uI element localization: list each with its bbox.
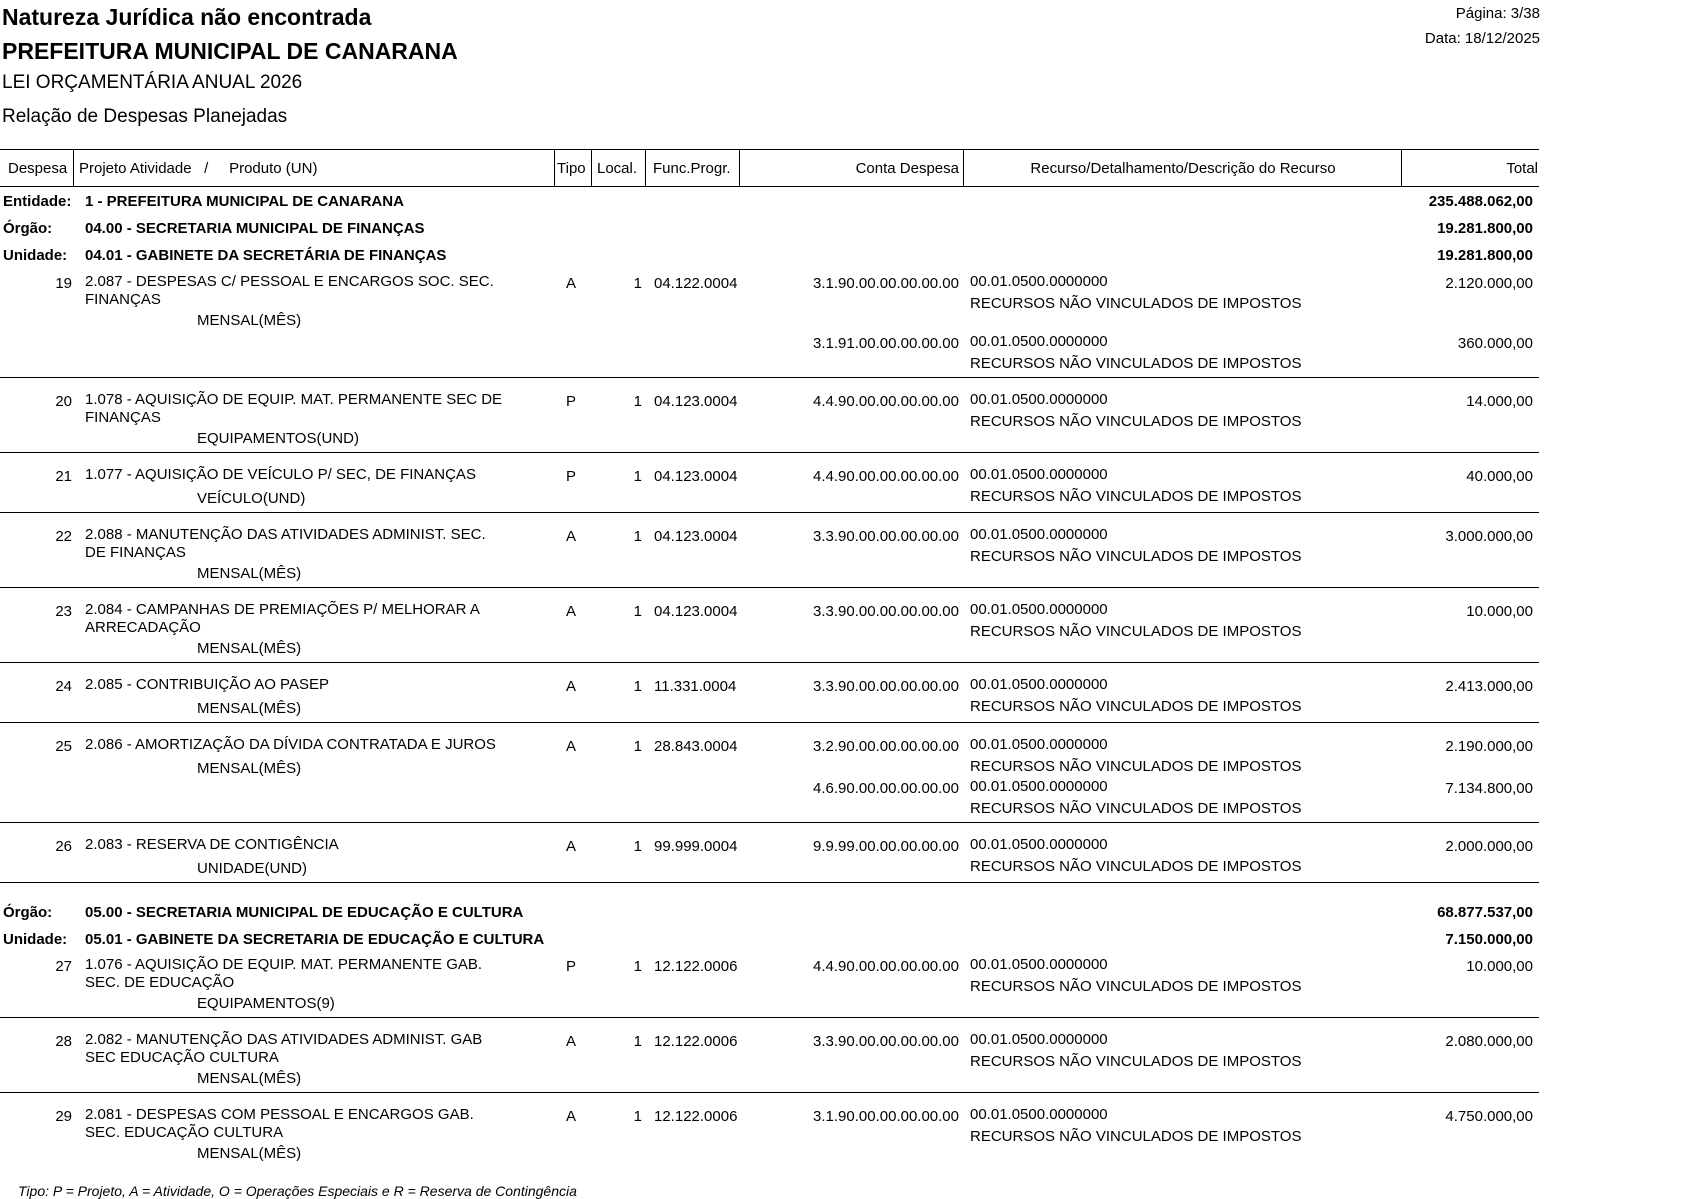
conta-despesa: 4.4.90.00.00.00.00.00	[813, 958, 959, 975]
recurso-description: RECURSOS NÃO VINCULADOS DE IMPOSTOS	[970, 978, 1302, 995]
report-law-title: LEI ORÇAMENTÁRIA ANUAL 2026	[2, 72, 303, 93]
conta-despesa: 3.3.90.00.00.00.00.00	[813, 528, 959, 545]
local-value: 1	[633, 678, 642, 695]
row-separator	[0, 1092, 1539, 1093]
level-label: Órgão:	[3, 904, 53, 921]
recurso-description: RECURSOS NÃO VINCULADOS DE IMPOSTOS	[970, 413, 1302, 430]
project-description: 2.084 - CAMPANHAS DE PREMIAÇÕES P/ MELHORAR A	[85, 601, 480, 618]
recurso-description: RECURSOS NÃO VINCULADOS DE IMPOSTOS	[970, 758, 1302, 775]
recurso-description: RECURSOS NÃO VINCULADOS DE IMPOSTOS	[970, 548, 1302, 565]
project-description-cont: SEC. EDUCAÇÃO CULTURA	[85, 1124, 284, 1141]
project-description-cont: FINANÇAS	[85, 409, 161, 426]
recurso-description: RECURSOS NÃO VINCULADOS DE IMPOSTOS	[970, 623, 1302, 640]
func-progr: 04.123.0004	[654, 603, 738, 620]
line-total: 40.000,00	[1466, 468, 1533, 485]
local-value: 1	[633, 838, 642, 855]
conta-despesa: 4.4.90.00.00.00.00.00	[813, 468, 959, 485]
local-value: 1	[633, 603, 642, 620]
col-header-recurso: Recurso/Detalhamento/Descrição do Recurso	[1030, 160, 1336, 177]
col-divider	[739, 149, 740, 186]
col-divider	[554, 149, 555, 186]
local-value: 1	[633, 1108, 642, 1125]
line-total: 360.000,00	[1457, 335, 1533, 352]
recurso-code: 00.01.0500.0000000	[970, 391, 1108, 408]
expense-number: 19	[55, 275, 72, 292]
row-separator	[0, 662, 1539, 663]
recurso-description: RECURSOS NÃO VINCULADOS DE IMPOSTOS	[970, 858, 1302, 875]
recurso-code: 00.01.0500.0000000	[970, 526, 1108, 543]
tipo-value: P	[566, 958, 577, 975]
level-name: 04.01 - GABINETE DA SECRETÁRIA DE FINANÇAS	[85, 247, 447, 264]
report-subtitle: Natureza Jurídica não encontrada	[2, 4, 372, 30]
footer-legend: Tipo: P = Projeto, A = Atividade, O = Operações Especiais e R = Reserva de Contingência	[18, 1183, 577, 1199]
project-description: 1.076 - AQUISIÇÃO DE EQUIP. MAT. PERMANENTE GAB.	[85, 956, 483, 973]
project-description: 1.077 - AQUISIÇÃO DE VEÍCULO P/ SEC, DE FINANÇAS	[85, 466, 476, 483]
project-description-cont: FINANÇAS	[85, 291, 161, 308]
row-separator	[0, 882, 1539, 883]
conta-despesa: 3.3.90.00.00.00.00.00	[813, 1033, 959, 1050]
level-name: 05.01 - GABINETE DA SECRETARIA DE EDUCAÇÃO E CULTURA	[85, 931, 545, 948]
report-entity-title: PREFEITURA MUNICIPAL DE CANARANA	[2, 38, 458, 64]
func-progr: 12.122.0006	[654, 958, 738, 975]
project-description: 2.087 - DESPESAS C/ PESSOAL E ENCARGOS SOC. SEC.	[85, 273, 494, 290]
expense-number: 25	[55, 738, 72, 755]
recurso-code: 00.01.0500.0000000	[970, 273, 1108, 290]
func-progr: 04.123.0004	[654, 528, 738, 545]
level-total: 68.877.537,00	[1437, 904, 1533, 921]
product-unit: EQUIPAMENTOS(UND)	[197, 430, 359, 447]
product-unit: MENSAL(MÊS)	[197, 700, 302, 717]
expense-number: 21	[55, 468, 72, 485]
line-total: 14.000,00	[1466, 393, 1533, 410]
conta-despesa: 4.4.90.00.00.00.00.00	[813, 393, 959, 410]
product-unit: MENSAL(MÊS)	[197, 565, 302, 582]
recurso-description: RECURSOS NÃO VINCULADOS DE IMPOSTOS	[970, 1053, 1302, 1070]
recurso-code: 00.01.0500.0000000	[970, 676, 1108, 693]
level-label: Órgão:	[3, 220, 53, 237]
func-progr: 12.122.0006	[654, 1033, 738, 1050]
recurso-description: RECURSOS NÃO VINCULADOS DE IMPOSTOS	[970, 800, 1302, 817]
local-value: 1	[633, 275, 642, 292]
conta-despesa: 4.6.90.00.00.00.00.00	[813, 780, 959, 797]
expense-number: 22	[55, 528, 72, 545]
header-bottom-rule	[0, 186, 1539, 187]
func-progr: 12.122.0006	[654, 1108, 738, 1125]
project-description-cont: ARRECADAÇÃO	[85, 619, 201, 636]
line-total: 4.750.000,00	[1445, 1108, 1533, 1125]
product-unit: MENSAL(MÊS)	[197, 760, 302, 777]
conta-despesa: 9.9.99.00.00.00.00.00	[813, 838, 959, 855]
project-description: 2.081 - DESPESAS COM PESSOAL E ENCARGOS GAB.	[85, 1106, 474, 1123]
project-description-cont: SEC. DE EDUCAÇÃO	[85, 974, 235, 991]
local-value: 1	[633, 468, 642, 485]
expense-number: 20	[55, 393, 72, 410]
product-unit: VEÍCULO(UND)	[197, 490, 306, 507]
report-name: Relação de Despesas Planejadas	[2, 106, 288, 127]
project-description: 2.083 - RESERVA DE CONTIGÊNCIA	[85, 836, 339, 853]
recurso-code: 00.01.0500.0000000	[970, 601, 1108, 618]
col-header-despesa: Despesa	[8, 160, 68, 177]
conta-despesa: 3.3.90.00.00.00.00.00	[813, 603, 959, 620]
project-description: 2.088 - MANUTENÇÃO DAS ATIVIDADES ADMINIST. SEC.	[85, 526, 486, 543]
col-header-projeto: Projeto Atividade / Produto (UN)	[79, 160, 318, 177]
project-description: 2.082 - MANUTENÇÃO DAS ATIVIDADES ADMINIST. GAB	[85, 1031, 483, 1048]
product-unit: MENSAL(MÊS)	[197, 312, 302, 329]
tipo-value: A	[566, 1033, 577, 1050]
col-divider	[1401, 149, 1402, 186]
product-unit: MENSAL(MÊS)	[197, 1070, 302, 1087]
recurso-code: 00.01.0500.0000000	[970, 736, 1108, 753]
recurso-description: RECURSOS NÃO VINCULADOS DE IMPOSTOS	[970, 488, 1302, 505]
row-separator	[0, 452, 1539, 453]
col-divider	[591, 149, 592, 186]
tipo-value: A	[566, 838, 577, 855]
conta-despesa: 3.1.91.00.00.00.00.00	[813, 335, 959, 352]
line-total: 2.413.000,00	[1445, 678, 1533, 695]
level-name: 05.00 - SECRETARIA MUNICIPAL DE EDUCAÇÃO E CULTURA	[85, 904, 524, 921]
func-progr: 04.123.0004	[654, 468, 738, 485]
line-total: 2.120.000,00	[1445, 275, 1533, 292]
expense-number: 28	[55, 1033, 72, 1050]
row-separator	[0, 512, 1539, 513]
product-unit: UNIDADE(UND)	[197, 860, 307, 877]
project-description: 1.078 - AQUISIÇÃO DE EQUIP. MAT. PERMANENTE SEC DE	[85, 391, 503, 408]
conta-despesa: 3.2.90.00.00.00.00.00	[813, 738, 959, 755]
tipo-value: P	[566, 468, 577, 485]
project-description: 2.085 - CONTRIBUIÇÃO AO PASEP	[85, 676, 329, 693]
project-description-cont: DE FINANÇAS	[85, 544, 186, 561]
recurso-code: 00.01.0500.0000000	[970, 836, 1108, 853]
col-header-tipo: Tipo	[557, 160, 586, 177]
recurso-description: RECURSOS NÃO VINCULADOS DE IMPOSTOS	[970, 295, 1302, 312]
row-separator	[0, 822, 1539, 823]
col-header-local: Local.	[597, 160, 638, 177]
product-unit: MENSAL(MÊS)	[197, 1145, 302, 1162]
level-label: Unidade:	[3, 931, 68, 948]
func-progr: 04.123.0004	[654, 393, 738, 410]
local-value: 1	[633, 958, 642, 975]
tipo-value: A	[566, 275, 577, 292]
recurso-code: 00.01.0500.0000000	[970, 778, 1108, 795]
func-progr: 28.843.0004	[654, 738, 738, 755]
header-top-rule	[0, 149, 1539, 150]
recurso-description: RECURSOS NÃO VINCULADOS DE IMPOSTOS	[970, 698, 1302, 715]
func-progr: 04.122.0004	[654, 275, 738, 292]
line-total: 2.080.000,00	[1445, 1033, 1533, 1050]
conta-despesa: 3.1.90.00.00.00.00.00	[813, 275, 959, 292]
page-number: Página: 3/38	[1455, 5, 1540, 22]
col-header-total: Total	[1506, 160, 1538, 177]
expense-number: 23	[55, 603, 72, 620]
row-separator	[0, 1017, 1539, 1018]
expense-number: 26	[55, 838, 72, 855]
level-name: 1 - PREFEITURA MUNICIPAL DE CANARANA	[85, 193, 404, 210]
report-date: Data: 18/12/2025	[1424, 30, 1540, 47]
tipo-value: P	[566, 393, 577, 410]
row-separator	[0, 587, 1539, 588]
func-progr: 11.331.0004	[654, 678, 737, 695]
line-total: 10.000,00	[1466, 958, 1533, 975]
conta-despesa: 3.1.90.00.00.00.00.00	[813, 1108, 959, 1125]
recurso-code: 00.01.0500.0000000	[970, 956, 1108, 973]
expense-number: 29	[55, 1108, 72, 1125]
func-progr: 99.999.0004	[654, 838, 738, 855]
local-value: 1	[633, 393, 642, 410]
line-total: 3.000.000,00	[1445, 528, 1533, 545]
col-divider	[645, 149, 646, 186]
recurso-code: 00.01.0500.0000000	[970, 1106, 1108, 1123]
recurso-description: RECURSOS NÃO VINCULADOS DE IMPOSTOS	[970, 1128, 1302, 1145]
line-total: 10.000,00	[1466, 603, 1533, 620]
col-divider	[963, 149, 964, 186]
local-value: 1	[633, 528, 642, 545]
col-header-func: Func.Progr.	[653, 160, 731, 177]
level-total: 19.281.800,00	[1437, 220, 1533, 237]
line-total: 2.190.000,00	[1445, 738, 1533, 755]
tipo-value: A	[566, 603, 577, 620]
row-separator	[0, 377, 1539, 378]
level-name: 04.00 - SECRETARIA MUNICIPAL DE FINANÇAS	[85, 220, 425, 237]
level-total: 235.488.062,00	[1428, 193, 1533, 210]
project-description: 2.086 - AMORTIZAÇÃO DA DÍVIDA CONTRATADA E JUROS	[85, 736, 496, 753]
local-value: 1	[633, 1033, 642, 1050]
local-value: 1	[633, 738, 642, 755]
product-unit: EQUIPAMENTOS(9)	[197, 995, 335, 1012]
row-separator	[0, 722, 1539, 723]
recurso-code: 00.01.0500.0000000	[970, 466, 1108, 483]
line-total: 2.000.000,00	[1445, 838, 1533, 855]
level-label: Unidade:	[3, 247, 68, 264]
recurso-code: 00.01.0500.0000000	[970, 1031, 1108, 1048]
tipo-value: A	[566, 738, 577, 755]
col-divider	[73, 149, 74, 186]
project-description-cont: SEC EDUCAÇÃO CULTURA	[85, 1049, 279, 1066]
tipo-value: A	[566, 678, 577, 695]
col-header-conta: Conta Despesa	[855, 160, 959, 177]
product-unit: MENSAL(MÊS)	[197, 640, 302, 657]
tipo-value: A	[566, 528, 577, 545]
conta-despesa: 3.3.90.00.00.00.00.00	[813, 678, 959, 695]
recurso-code: 00.01.0500.0000000	[970, 333, 1108, 350]
tipo-value: A	[566, 1108, 577, 1125]
expense-number: 27	[55, 958, 72, 975]
level-total: 7.150.000,00	[1445, 931, 1533, 948]
line-total: 7.134.800,00	[1445, 780, 1533, 797]
level-label: Entidade:	[3, 193, 72, 210]
expense-number: 24	[55, 678, 72, 695]
recurso-description: RECURSOS NÃO VINCULADOS DE IMPOSTOS	[970, 355, 1302, 372]
level-total: 19.281.800,00	[1437, 247, 1533, 264]
